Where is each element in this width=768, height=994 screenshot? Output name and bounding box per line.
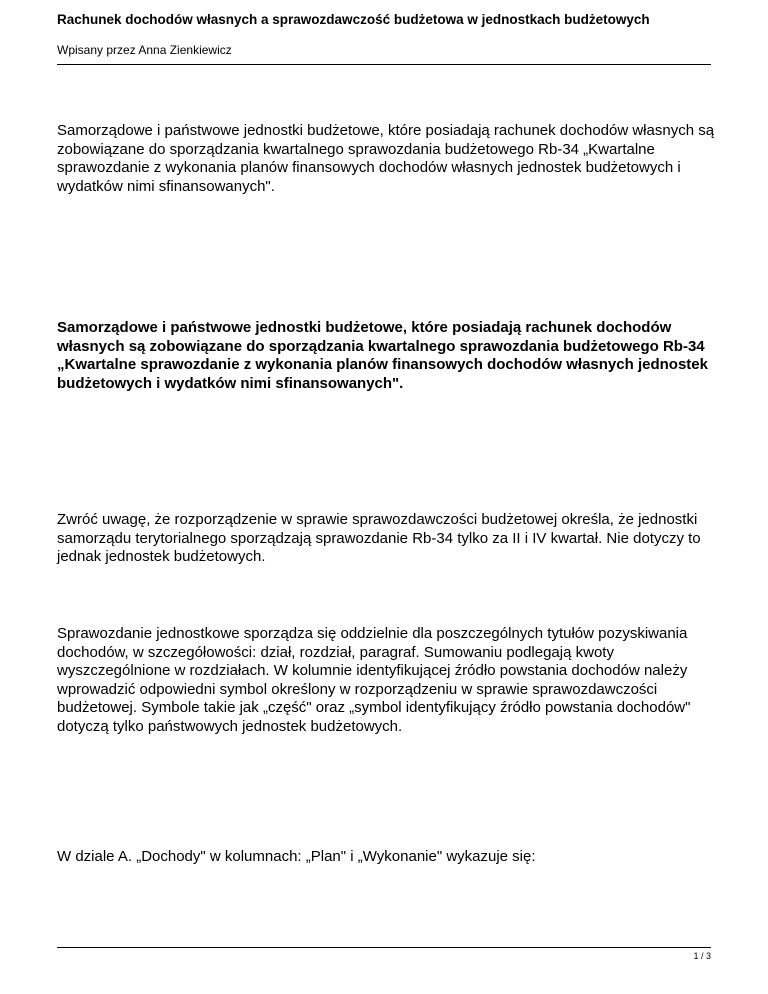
header-divider	[57, 64, 711, 65]
document-title: Rachunek dochodów własnych a sprawozdawczość budżetowa w jednostkach budżetowych	[57, 12, 650, 27]
paragraph-note: Zwróć uwagę, że rozporządzenie w sprawie sprawozdawczości budżetowej określa, że jednostki samorządu terytorialnego sporządzają sprawozdanie Rb-34 tylko za II i IV kwartał. Nie dotyczy to jednak jednostek budżetowych.	[57, 511, 701, 565]
paragraph-section-a: W dziale A. „Dochody" w kolumnach: „Plan" i „Wykonanie" wykazuje się:	[57, 848, 536, 865]
paragraph-intro: Samorządowe i państwowe jednostki budżetowe, które posiadają rachunek dochodów własnych są zobowiązane do sporządzania kwartalnego sprawozdania budżetowego Rb-34 „Kwartalne sprawozdanie z wykonania planów finansowych dochodów własnych jednostek budżetowych i wydatków nimi sfinansowanych".	[57, 122, 715, 195]
footer-divider	[57, 947, 711, 948]
author-line: Wpisany przez Anna Zienkiewicz	[57, 43, 232, 57]
page-number: 1 / 3	[693, 951, 711, 961]
paragraph-report-details: Sprawozdanie jednostkowe sporządza się oddzielnie dla poszczególnych tytułów pozyskiwania dochodów, w szczegółowości: dział, rozdział, paragraf. Sumowaniu podlegają kwoty wyszczególnione w rozdziałach. W kolumnie identyfikującej źródło powstania dochodów należy wprowadzić odpowiedni symbol określony w rozporządzeniu w sprawie sprawozdawczości budżetowej. Symbole takie jak „część" oraz „symbol identyfikujący źródło powstania dochodów" dotyczą tylko państwowych jednostek budżetowych.	[57, 625, 691, 735]
paragraph-lead-bold: Samorządowe i państwowe jednostki budżetowe, które posiadają rachunek dochodów własnych są zobowiązane do sporządzania kwartalnego sprawozdania budżetowego Rb-34 „Kwartalne sprawozdanie z wykonania planów finansowych dochodów własnych jednostek budżetowych i wydatków nimi sfinansowanych".	[57, 319, 708, 392]
